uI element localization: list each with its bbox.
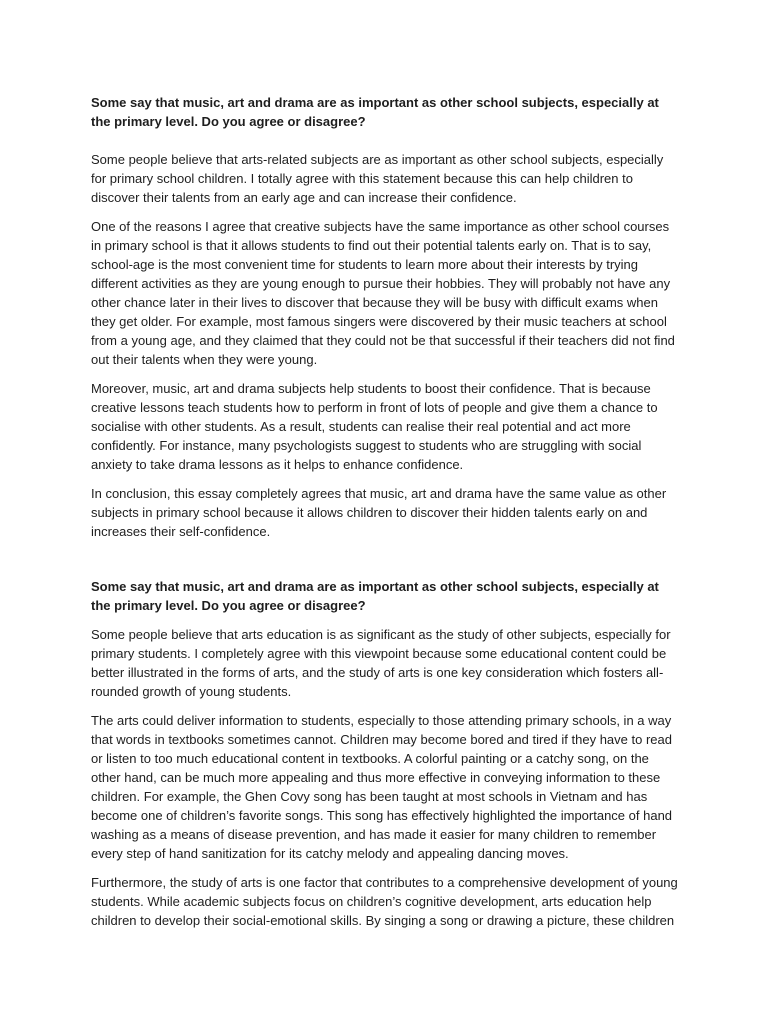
essay1-paragraph-conclusion: In conclusion, this essay completely agrees that music, art and drama have the same value as other subjects in primary school because it allows children to discover their hidden talents early on and increases their self-confidence.	[91, 486, 667, 539]
essay2-paragraph-body2: Furthermore, the study of arts is one factor that contributes to a comprehensive development of young students. While academic subjects focus on children’s cognitive development, arts education help children to develop their social-emotional skills. By singing a song or drawing a picture, these children	[91, 875, 678, 928]
document-page	[91, 93, 681, 930]
essay1-question: Some say that music, art and drama are as important as other school subjects, especially at the primary level. Do you agree or disagree?	[91, 95, 659, 129]
essay1-paragraph-body1: One of the reasons I agree that creative subjects have the same importance as other school courses in primary school is that it allows students to find out their potential talents early on. That is to say, school-age is the most convenient time for students to learn more about their interests by trying different activities as they are young enough to pursue their hobbies. They will probably not have any other chance later in their lives to discover that because they will be busy with difficult exams when they get older. For example, most famous singers were discovered by their music teachers at school from a young age, and they claimed that they could not be that successful if their teachers did not find out their talents when they were young.	[91, 219, 675, 367]
essay2-paragraph-body1: The arts could deliver information to students, especially to those attending primary schools, in a way that words in textbooks sometimes cannot. Children may become bored and tired if they have to read or listen to too much educational content in textbooks. A colorful painting or a catchy song, on the other hand, can be much more appealing and thus more effective in conveying information to these children. For example, the Ghen Covy song has been taught at most schools in Vietnam and has become one of children’s favorite songs. This song has effectively highlighted the importance of hand washing as a means of disease prevention, and has made it easier for many children to remember every step of hand sanitization for its catchy melody and appealing dancing moves.	[91, 713, 673, 861]
essay1-paragraph-intro: Some people believe that arts-related subjects are as important as other school subjects, especially for primary school children. I totally agree with this statement because this can help children to discover their talents from an early age and can increase their confidence.	[91, 152, 664, 205]
essay1-paragraph-body2: Moreover, music, art and drama subjects help students to boost their confidence. That is because creative lessons teach students how to perform in front of lots of people and give them a chance to socialise with other students. As a result, students can realise their real potential and act more confidently. For instance, many psychologists suggest to students who are struggling with social anxiety to take drama lessons as it helps to enhance confidence.	[91, 381, 658, 472]
essay2-question: Some say that music, art and drama are as important as other school subjects, especially at the primary level. Do you agree or disagree?	[91, 579, 659, 613]
essay2-paragraph-intro: Some people believe that arts education is as significant as the study of other subjects, especially for primary students. I completely agree with this viewpoint because some educational content could be better illustrated in the forms of arts, and the study of arts is one key consideration which fosters all-rounded growth of young students.	[91, 627, 671, 699]
